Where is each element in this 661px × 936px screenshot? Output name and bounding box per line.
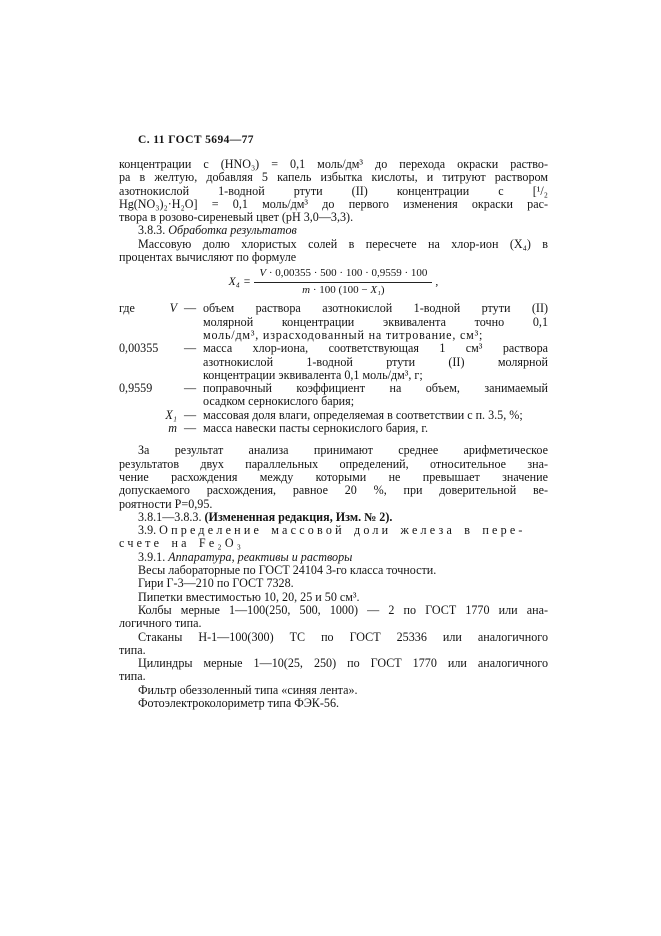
formula-lhs: X₄ xyxy=(228,275,240,289)
fraction-numerator xyxy=(254,268,432,283)
section-title-continued: счете на Fe₂O₃ xyxy=(119,536,245,551)
denominator-constants: · 100 (100 − xyxy=(310,283,371,296)
definition-row-m xyxy=(119,422,548,435)
definition-row-000355 xyxy=(119,342,548,382)
equipment-item xyxy=(119,631,548,658)
section-title: Обработка результатов xyxy=(168,223,297,238)
section-heading-383 xyxy=(119,224,548,237)
text-line: масса хлор-иона, соответствующая 1 см³ раствора xyxy=(203,341,548,356)
definition-text xyxy=(203,422,548,435)
text-line: Колбы мерные 1—100(250, 500, 1000) — 2 по ГОСТ 1770 или ана- xyxy=(138,602,548,617)
text-line: Фильтр обеззоленный типа «синяя лента». xyxy=(138,682,358,697)
formula-x4 xyxy=(119,268,548,296)
text-line: допускаемого расхождения, равное 20 %, при доверительной ве- xyxy=(119,483,548,498)
definition-dash: — xyxy=(183,421,197,436)
section-number: 3.9. xyxy=(138,523,157,538)
equipment-item xyxy=(119,564,548,577)
definition-text xyxy=(203,382,548,409)
text-line: Стаканы Н-1—100(300) ТС по ГОСТ 25336 или аналогичного xyxy=(138,629,548,644)
heading-line xyxy=(119,537,548,550)
formula-variable-x1: X₁ xyxy=(370,283,381,296)
paragraph-result xyxy=(119,444,548,510)
text-line: моль/дм³, израсходованный на титрование, см³; xyxy=(203,327,484,342)
amendment-note xyxy=(119,511,548,524)
text-line: логичного типа. xyxy=(119,616,202,631)
text-line: типа. xyxy=(119,642,146,657)
text-column xyxy=(119,134,548,710)
equipment-list xyxy=(119,564,548,710)
text-line: азотнокислой 1-водной ртути (II) концентрации c [¹/₂ xyxy=(119,183,548,198)
definition-dash: — xyxy=(183,341,197,356)
text-line: объем раствора азотнокислой 1-водной ртути (II) xyxy=(203,301,548,316)
definition-text xyxy=(203,302,548,342)
definition-dash: — xyxy=(183,407,197,422)
text-line: осадком сернокислого бария; xyxy=(203,394,355,409)
text-line: концентрации c (HNO₃) = 0,1 моль/дм³ до перехода окраски раство- xyxy=(119,157,548,171)
text-line: Пипетки вместимостью 10, 20, 25 и 50 см³. xyxy=(138,589,360,604)
text-line: молярной концентрации эквивалента точно 0,1 xyxy=(203,314,548,329)
text-line: азотнокислой 1-водной ртути (II) молярной xyxy=(203,354,548,369)
equipment-item xyxy=(119,697,548,710)
definition-term: 0,00355 xyxy=(119,341,159,356)
text-line: твора в розово-сиреневый цвет (pH 3,0—3,3). xyxy=(119,210,354,225)
definition-text xyxy=(203,409,548,422)
text-line: процентах вычисляют по формуле xyxy=(119,250,297,265)
text-line: масса навески пасты сернокислого бария, г. xyxy=(203,421,428,436)
term-symbol: V xyxy=(169,301,177,316)
formula-comma: , xyxy=(435,275,439,289)
definition-term: X₁ xyxy=(165,407,177,422)
where-label: где xyxy=(119,301,135,316)
definition-row-v xyxy=(119,302,548,342)
equipment-item xyxy=(119,657,548,684)
equipment-item xyxy=(119,604,548,631)
definition-term: m xyxy=(168,421,177,436)
formula-variable-m: m xyxy=(302,283,311,296)
section-number: 3.8.3. xyxy=(138,223,166,238)
equipment-item xyxy=(119,577,548,590)
text-line: результатов двух параллельных определений, относительное зна- xyxy=(119,456,548,471)
formula-fraction xyxy=(254,268,432,296)
definition-row-09559 xyxy=(119,382,548,409)
text-line: За результат анализа принимают среднее арифметическое xyxy=(138,443,548,458)
page-header: С. 11 ГОСТ 5694—77 xyxy=(138,134,254,146)
text-line: Весы лабораторные по ГОСТ 24104 3-го класса точности. xyxy=(138,563,437,578)
text-line: Hg(NO₃)₂·H₂O] = 0,1 моль/дм³ до первого изменения окраски рас- xyxy=(119,196,548,211)
definition-dash: — xyxy=(183,381,197,396)
definition-row-x1 xyxy=(119,409,548,422)
definition-list xyxy=(119,302,548,435)
text-line: роятности Р=0,95. xyxy=(119,496,213,511)
formula-variable-v: V xyxy=(259,267,267,280)
paragraph-formula-intro xyxy=(119,238,548,265)
equipment-item xyxy=(119,591,548,604)
numerator-constants: · 0,00355 · 500 · 100 · 0,9559 · 100 xyxy=(266,267,428,280)
text-line: Цилиндры мерные 1—10(25, 250) по ГОСТ 1770 или аналогичного xyxy=(138,656,548,671)
amendment-text: (Измененная редакция, Изм. № 2). xyxy=(204,509,393,524)
text-line: ра в желтую, добавляя 5 капель избытка кислоты, и титруют раствором xyxy=(119,170,548,185)
text-line: массовая доля влаги, определяемая в соответствии с п. 3.5, %; xyxy=(203,407,523,422)
section-heading-39 xyxy=(119,524,548,551)
section-heading-391 xyxy=(119,551,548,564)
formula-equals: = xyxy=(243,275,251,289)
section-number: 3.9.1. xyxy=(138,549,166,564)
definition-term: 0,9559 xyxy=(119,381,153,396)
definition-dash: — xyxy=(183,301,197,316)
equipment-item xyxy=(119,684,548,697)
text-line: типа. xyxy=(119,669,146,684)
denominator-close-paren: ) xyxy=(380,283,385,296)
text-line: поправочный коэффициент на объем, занимаемый xyxy=(203,381,548,396)
amendment-range: 3.8.1—3.8.3. xyxy=(138,509,202,524)
paragraph-titration xyxy=(119,158,548,224)
heading-line xyxy=(119,524,548,537)
definition-text xyxy=(203,342,548,382)
text-line: концентрации эквивалента 0,1 моль/дм³, г; xyxy=(203,367,423,382)
text-line: чение расхождения между которыми не превышает значение xyxy=(119,469,548,484)
fraction-denominator xyxy=(302,283,384,297)
text-line: Массовую долю хлористых солей в пересчете на хлор-ион (X₄) в xyxy=(138,236,548,251)
text-line: Фотоэлектроколориметр типа ФЭК-56. xyxy=(138,695,340,710)
text-line: Гири Г-3—210 по ГОСТ 7328. xyxy=(138,576,294,591)
section-title: Определение массовой доли железа в пере- xyxy=(159,523,526,538)
definition-term xyxy=(119,302,177,342)
section-title: Аппаратура, реактивы и растворы xyxy=(168,549,353,564)
